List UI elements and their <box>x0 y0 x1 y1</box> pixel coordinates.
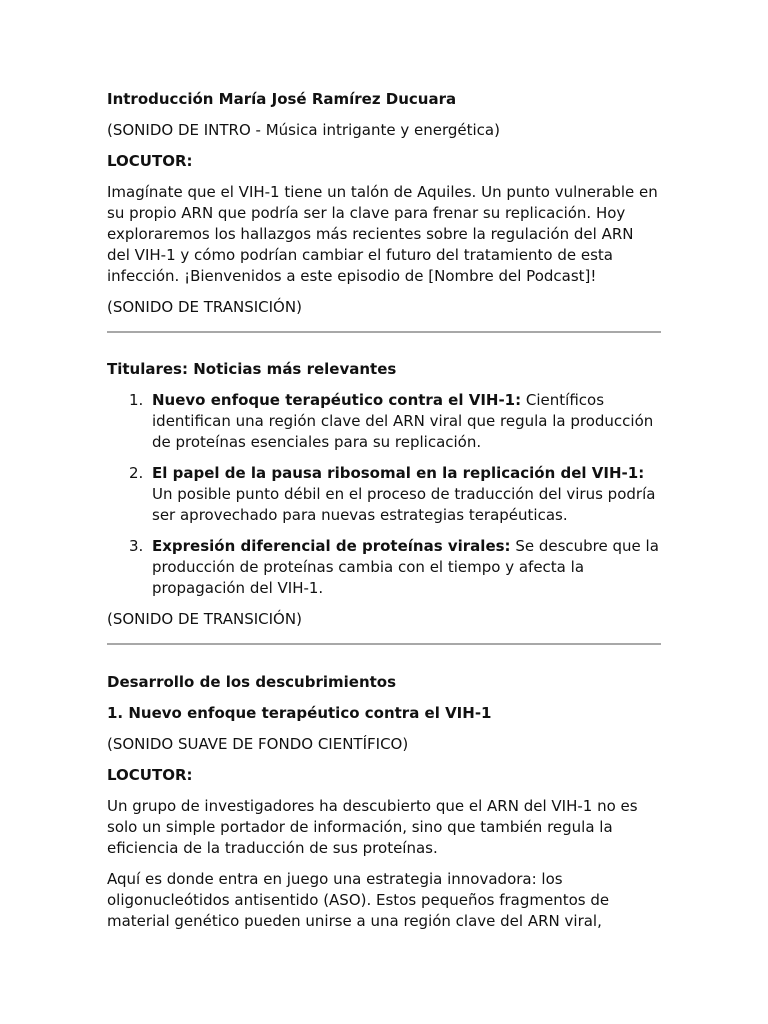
headline-text: ser aprovechado para nuevas estrategias terapéuticas. <box>152 506 568 524</box>
intro-paragraph-line: exploraremos los hallazgos más recientes sobre la regulación del ARN <box>107 225 634 243</box>
headline-number: 1. <box>129 391 144 409</box>
intro-transition-cue: (SONIDO DE TRANSICIÓN) <box>107 298 302 316</box>
section-divider <box>107 643 661 645</box>
development-paragraph-2 <box>107 869 663 932</box>
intro-paragraph <box>107 182 663 287</box>
intro-paragraph-line: infección. ¡Bienvenidos a este episodio de [Nombre del Podcast]! <box>107 267 597 285</box>
intro-paragraph-line: Imagínate que el VIH-1 tiene un talón de Aquiles. Un punto vulnerable en <box>107 183 658 201</box>
headline-number: 3. <box>129 537 144 555</box>
headline-text: Un posible punto débil en el proceso de traducción del virus podría <box>152 485 656 503</box>
headlines-title: Titulares: Noticias más relevantes <box>107 360 397 378</box>
headline-text: de proteínas esenciales para su replicación. <box>152 433 482 451</box>
headline-bold: El papel de la pausa ribosomal en la replicación del VIH-1: <box>152 464 645 482</box>
headline-number: 2. <box>129 464 144 482</box>
development-speaker-label: LOCUTOR: <box>107 766 193 784</box>
intro-speaker-label: LOCUTOR: <box>107 152 193 170</box>
headline-text: propagación del VIH-1. <box>152 579 324 597</box>
headline-item <box>107 463 663 526</box>
paragraph-line: Aquí es donde entra en juego una estrategia innovadora: los <box>107 870 563 888</box>
section-divider <box>107 331 661 333</box>
paragraph-line: Un grupo de investigadores ha descubierto que el ARN del VIH-1 no es <box>107 797 638 815</box>
paragraph-line: material genético pueden unirse a una región clave del ARN viral, <box>107 912 602 930</box>
headline-text: Científicos <box>521 391 605 409</box>
headline-text: identifican una región clave del ARN viral que regula la producción <box>152 412 654 430</box>
paragraph-line: eficiencia de la traducción de sus proteínas. <box>107 839 438 857</box>
development-sound-cue: (SONIDO SUAVE DE FONDO CIENTÍFICO) <box>107 735 409 753</box>
development-subtitle: 1. Nuevo enfoque terapéutico contra el VIH-1 <box>107 704 492 722</box>
headline-item <box>107 536 663 599</box>
headlines-transition-cue: (SONIDO DE TRANSICIÓN) <box>107 610 302 628</box>
headline-text: Se descubre que la <box>510 537 659 555</box>
paragraph-line: oligonucleótidos antisentido (ASO). Estos pequeños fragmentos de <box>107 891 610 909</box>
headline-item <box>107 390 663 453</box>
intro-sound-cue: (SONIDO DE INTRO - Música intrigante y energética) <box>107 121 500 139</box>
headline-text: producción de proteínas cambia con el tiempo y afecta la <box>152 558 585 576</box>
document-page <box>107 89 663 932</box>
intro-paragraph-line: del VIH-1 y cómo podrían cambiar el futuro del tratamiento de esta <box>107 246 613 264</box>
headlines-list <box>107 390 663 599</box>
development-paragraph-1 <box>107 796 663 859</box>
intro-title: Introducción María José Ramírez Ducuara <box>107 90 457 108</box>
headline-bold: Nuevo enfoque terapéutico contra el VIH-1: <box>152 391 522 409</box>
development-title: Desarrollo de los descubrimientos <box>107 673 397 691</box>
paragraph-line: solo un simple portador de información, sino que también regula la <box>107 818 613 836</box>
intro-paragraph-line: su propio ARN que podría ser la clave para frenar su replicación. Hoy <box>107 204 626 222</box>
headline-bold: Expresión diferencial de proteínas virales: <box>152 537 511 555</box>
